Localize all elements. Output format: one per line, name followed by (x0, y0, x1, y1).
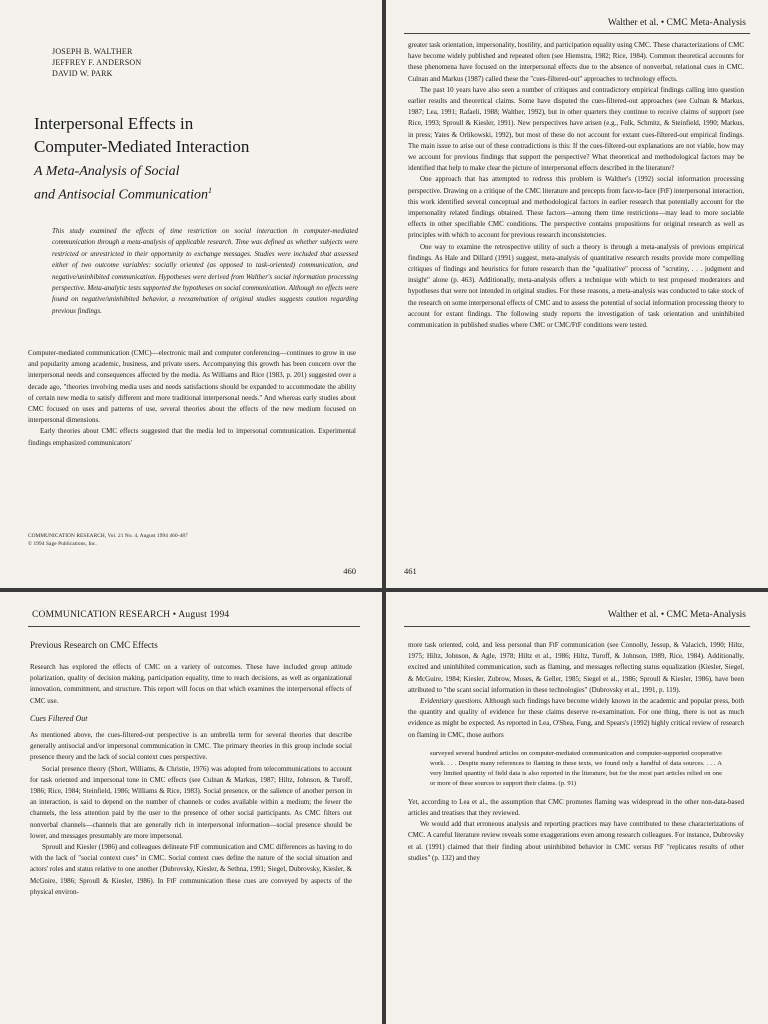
paragraph: Research has explored the effects of CMC on a variety of outcomes. These have included group attitude polarization, quality of decision making, participation equality, time to reach decisions, as well as organizational innovation, commitment, and structure. This report will focus on that which examines the interpersonal effects of CMC use. (30, 663, 352, 705)
inline-heading: Evidentiary questions. (420, 697, 483, 706)
page-461 (386, 0, 768, 588)
paragraph: The past 10 years have also seen a number of critiques and contradictory empirical findings calling into question earlier results and theoretical claims. Some have disputed the cues-filtered-out approaches (see Culnan & Markus, 1987; Lea, 1991; Rafaeli, 1988; Walther, 1992), but in other quarters they continue to receive claims of support (see Rice, 1993; Sproull & Kiesler, 1991). New perspectives have arisen (e.g., Fulk, Schmitz, & Steinfield, 1990; Markus, in press; Yates & Orlikowski, 1992), but most of these do not account for extant cues-filtered-out empirical findings. The main issue to arise out of these contradictions is this: If the cues-filtered-out explanations are not viable, how may we account for previous findings that support the perspective? What theoretical and methodological factors may be identified that help to make clear the picture of interpersonal effects described in the literature? (408, 85, 744, 173)
page-460 (0, 0, 382, 588)
paragraph: Yet, according to Lea et al., the assumption that CMC promotes flaming was widespread in the other non-data-based articles and treatises that they reviewed. (408, 797, 744, 818)
paragraph: Computer-mediated communication (CMC)—electronic mail and computer conferencing—continues to grow in use and popularity among academic, business, and private users. Accompanying this growth has been concern over the interpersonal needs and consequences affected by the media. As Williams and Rice (1983, p. 201) suggested over a decade ago, "theories involving media uses and needs satisfactions should be expanded to accommodate the ability of certain new media to satisfy different and more traditional interpersonal needs." And whereas early studies about CMC focused on uses and patterns of use, several theories about the effects of the new medium focused on interpersonal dimensions. (28, 349, 356, 425)
body-text (408, 640, 744, 864)
paragraph: Social presence theory (Short, Williams, & Christie, 1976) was adopted from telecommunications to account for task oriented and impersonal tone in CMC effects (see Culnan & Markus, 1987; Hiltz, Johnson, & Turoff, 1986; Rice, 1984; Steinfield, 1986; Williams & Rice, 1983). Social presence, or the salience of another person in an interaction, is said to depend on the number of channels or codes available within a medium; the fewer the channels, the less attention paid by the user to the presence of other social participants. As CMC filters out nonverbal channels—channels that are generally rich in interpersonal information—social presence should be lower, and messages presumably are more impersonal. (30, 764, 352, 840)
citation-footnote: COMMUNICATION RESEARCH, Vol. 21 No. 4, August 1994 460-487 © 1994 Sage Publications, Inc. (28, 533, 188, 547)
paragraph: Early theories about CMC effects suggested that the media led to impersonal communication. Experimental findings emphasized communicators' (28, 427, 356, 447)
paragraph: One approach that has attempted to redress this problem is Walther's (1992) social information processing perspective. Drawing on a critique of the CMC literature and precepts from face-to-face (FtF) interpersonal interaction, this work identified several conceptual and methodological factors in earlier research that potentially account for the impersonality related findings obtained. These factors—among them time restrictions—may lead to more sociable effects in other specifiable CMC conditions. The perspective contains propositions for original research as well as principles with which to account for previous research inconsistencies. (408, 175, 744, 240)
author-name: JEFFREY F. ANDERSON (52, 58, 142, 67)
page-463 (386, 592, 768, 1024)
running-head: Walther et al. • CMC Meta-Analysis (607, 610, 746, 620)
author-name: JOSEPH B. WALTHER (52, 47, 133, 56)
body-text (28, 348, 356, 449)
paragraph: One way to examine the retrospective utility of such a theory is through a meta-analysis of previous empirical findings. As Hale and Dillard (1991) suggest, meta-analysis of quantitative research results provide more compelling critiques of findings and heuristics for future research than the "qualitative" process of "scrutiny, . . . judgment and insight" alone (p. 463). Additionally, meta-analysis offers a technique with which to test proposed moderators and hypotheses that were not intended in original studies. For these reasons, a meta-analysis was conducted to take stock of the research on some interpersonal effects of CMC and to assess the potential of social information processing theory to account for extant findings. The following study reports the investigation of task orientation and uninhibited communication in published studies where CMC or CMC/FtF conditions were tested. (408, 242, 744, 330)
paragraph: Evidentiary questions. Although such findings have become widely known in the academic and popular press, both the quantity and quality of evidence for these claims deserve re-examination. For one thing, there is not as much evidence as might be expected. As reported in Lea, O'Shea, Fung, and Spears's (1992) highly critical review of research on flaming in CMC, those authors (408, 697, 744, 739)
running-head: Walther et al. • CMC Meta-Analysis (607, 18, 746, 28)
page-462 (0, 592, 382, 1024)
paragraph: We would add that erroneous analysis and reporting practices may have contributed to these characterizations of CMC. A careful literature review reveals some exaggerations even among research colleagues. For instance, Dubrovsky et al. (1991) claimed that their finding about uninhibited behavior in CMC versus FtF "replicates results of other studies" (p. 132) and they (408, 820, 744, 862)
author-name: DAVID W. PARK (52, 69, 113, 78)
body-text (30, 662, 352, 898)
author-list (52, 46, 141, 79)
article-title: Interpersonal Effects in Computer-Mediated Interaction (34, 114, 250, 156)
paragraph: Sproull and Kiesler (1986) and colleagues delineate FtF communication and CMC differences as having to do with the lack of "social context cues" in CMC. Social context cues define the nature of the social situation and actors' roles and status relative to one another (Dubrovsky, Kiesler, & Sethna, 1991; Siegel, Dubrovsky, Kiesler, & McGuire, 1986; Sproull & Kiesler, 1986). In FtF communication these cues are conveyed by aspects of the physical environ- (30, 843, 352, 896)
header-rule (404, 33, 750, 34)
page-number: 460 (343, 566, 356, 576)
section-heading: Previous Research on CMC Effects (30, 640, 158, 650)
paragraph: more task oriented, cold, and less personal than FtF communication (see Connolly, Jessup, & Valacich, 1990; Hiltz, 1975; Hiltz, Johnson, & Agle, 1978; Hiltz et al., 1986; Hiltz, Turoff, & Johnson, 1989, Rice, 1984). Additionally, excited and uninhibited communication, such as flaming, and messages reflecting status equalization (Kiesler, Siegel, & McGuire, 1984; Kiesler, Zubrow, Moses, & Geller, 1985; Siegel et al., 1986; Sproull & Kiesler, 1986), have been attributed to "the scant social information in these technologies" (Dubrovsky et al., 1991, p. 119). (408, 641, 744, 694)
paragraph: greater task orientation, impersonality, hostility, and participation equality using CMC. These characterizations of CMC have become widely published and repeated often (see Hiemstra, 1982; Rice, 1984). Common theoretical accounts for these phenomena have focused on the interpersonal effects due to the absence of nonverbal, relational cues in CMC. Culnan and Markus (1987) called these the "cues-filtered-out" approaches to technology effects. (408, 41, 744, 83)
abstract: This study examined the effects of time restriction on social interaction in computer-mediated communication through a meta-analysis of applicable research. Time was defined as whether subjects were restricted or unrestricted in their opportunity to exchange messages. Studies were included that assessed either of two outcome variables: socially oriented (as opposed to task-oriented) communication, and negative/uninhibited communication. Hypotheses were derived from Walther's social information processing perspective. Meta-analytic tests supported the hypotheses on social communication. Although no effects were found on negative/uninhibited behavior, a reexamination of original studies suggests caution regarding previous findings. (52, 227, 358, 315)
header-rule (28, 626, 360, 627)
paragraph: As mentioned above, the cues-filtered-out perspective is an umbrella term for several theories that describe generally antisocial and/or impersonal communication in CMC. The primary theories in this group include social presence theory and the lack of social context cues perspective. (30, 731, 352, 762)
header-rule (404, 626, 750, 627)
footnote-marker: 1 (207, 186, 212, 195)
body-text (408, 40, 744, 331)
subsection-heading: Cues Filtered Out (30, 713, 88, 723)
block-quote: surveyed several hundred articles on computer-mediated communication and computer-supported cooperative work. . . . Despite many references to flaming in these texts, we found only a handful of data sources. . . . A very limited quantity of field data is also reported in the literature, but for the most part articles relied on one or more of these sources to support their claims. (p. 91) (430, 749, 722, 787)
running-head: COMMUNICATION RESEARCH • August 1994 (32, 610, 230, 620)
page-number: 461 (404, 566, 417, 576)
article-subtitle: A Meta-Analysis of Social and Antisocial Communication$^1$ (34, 164, 212, 203)
